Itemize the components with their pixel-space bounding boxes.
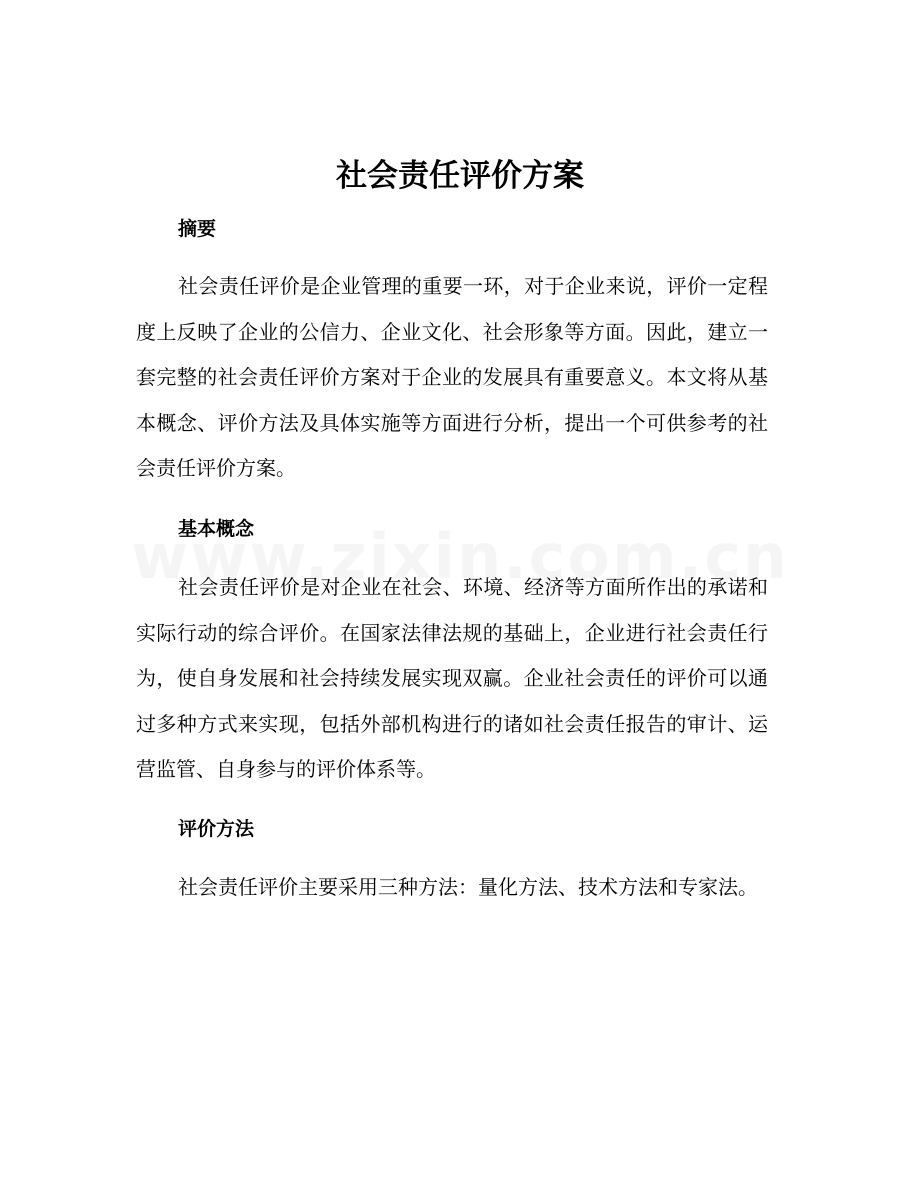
section-paragraph-basic-concepts: 社会责任评价是对企业在社会、环境、经济等方面所作出的承诺和实际行动的综合评价。在国家法律法规的基础上，企业进行社会责任行为，使自身发展和社会持续发展实现双赢。企业社会责任的评价可以通过多种方式来实现，包括外部机构进行的诸如社会责任报告的审计、运营监管、自身参与的评价体系等。 — [136, 575, 768, 781]
section-heading-basic-concepts: 基本概念 — [178, 518, 255, 540]
section-paragraph-abstract: 社会责任评价是企业管理的重要一环，对于企业来说，评价一定程度上反映了企业的公信力、企业文化、社会形象等方面。因此，建立一套完整的社会责任评价方案对于企业的发展具有重要意义。本文将从基本概念、评价方法及具体实施等方面进行分析，提出一个可供参考的社会责任评价方案。 — [136, 274, 768, 480]
section-heading-evaluation-methods: 评价方法 — [178, 818, 255, 840]
section-paragraph-evaluation-methods: 社会责任评价主要采用三种方法：量化方法、技术方法和专家法。 — [178, 875, 758, 899]
page-title: 社会责任评价方案 — [336, 158, 584, 194]
section-heading-abstract: 摘要 — [178, 218, 217, 240]
